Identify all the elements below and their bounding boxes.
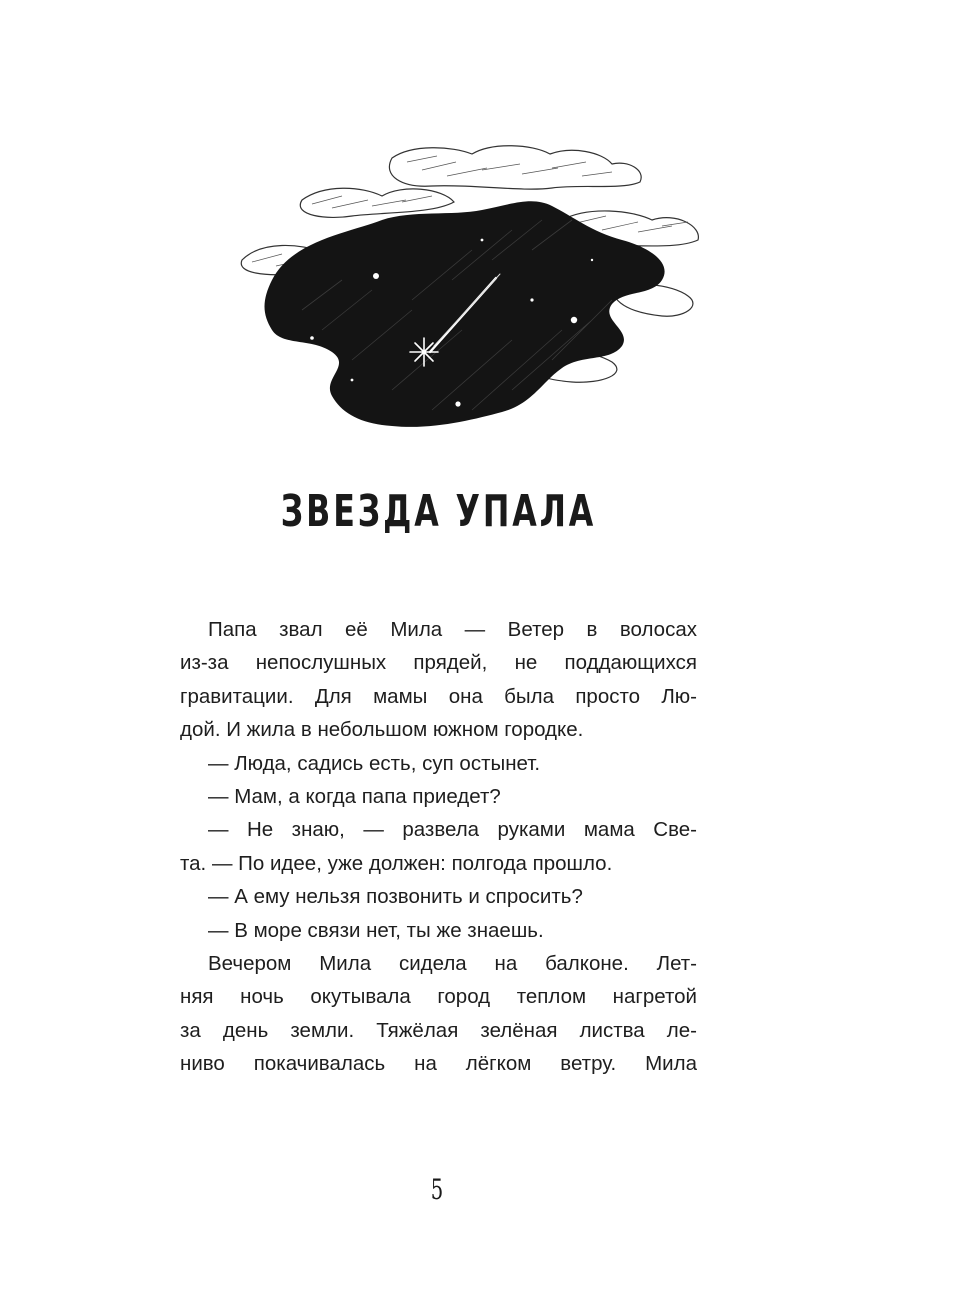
text-line: гравитации. Для мамы она была просто Лю- (180, 684, 697, 708)
body-text (180, 613, 697, 1080)
chapter-title: ЗВЕЗДА УПАЛА (280, 486, 597, 537)
text-line: — А ему нельзя позвонить и спросить? (208, 885, 583, 909)
text-line: за день земли. Тяжёлая зелёная листва ле- (180, 1018, 697, 1042)
text-line: — Мам, а когда папа приедет? (208, 784, 501, 808)
text-line: — Не знаю, — развела руками мама Све- (208, 818, 697, 842)
text-line: няя ночь окутывала город теплом нагретой (180, 985, 697, 1009)
text-line: из-за непослушных прядей, не поддающихся (180, 651, 697, 675)
text-line: — В море связи нет, ты же знаешь. (208, 918, 544, 942)
page-number: 5 (430, 1173, 444, 1206)
text-line: ниво покачивалась на лёгком ветру. Мила (180, 1052, 697, 1076)
text-line: — Люда, садись есть, суп остынет. (208, 751, 541, 775)
text-line: дой. И жила в небольшом южном городке. (180, 718, 584, 742)
night-sky-shooting-star-icon (232, 140, 708, 440)
text-line: Папа звал её Мила — Ветер в волосах (208, 618, 697, 641)
text-line: Вечером Мила сидела на балконе. Лет- (208, 951, 697, 975)
text-line: та. — По идее, уже должен: полгода прошло. (180, 851, 613, 875)
